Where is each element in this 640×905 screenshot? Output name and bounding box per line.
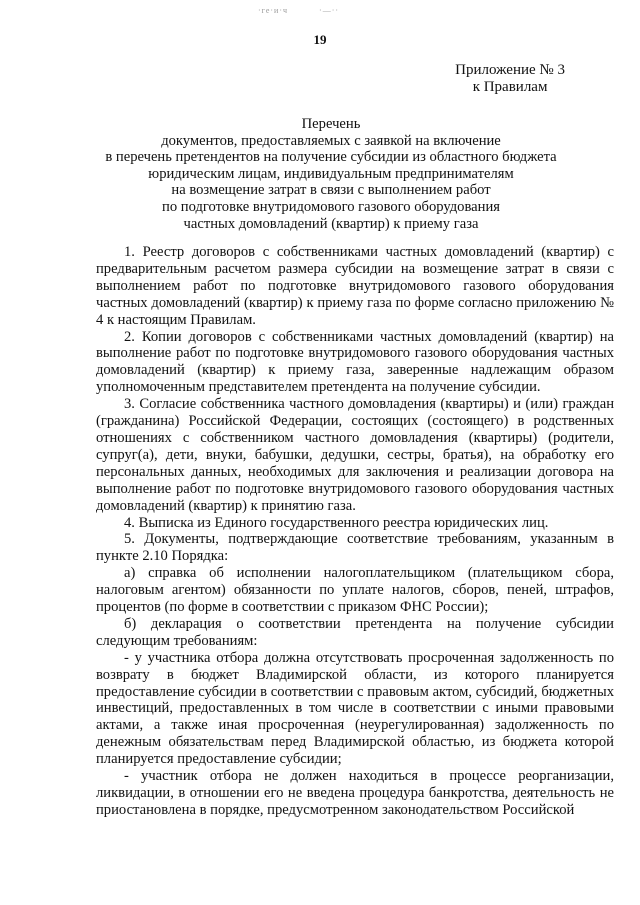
- appendix-rules: к Правилам: [472, 79, 548, 95]
- paragraph-item-2: 2. Копии договоров с собственниками частных домовладений (квартир) на выполнение работ по подготовке внутридомового газового оборудования частных домовладений (квартир) к приему газа, заверенные надлежащим образом уполномоченным представителем претендента на получение субсидии.: [96, 328, 614, 396]
- paragraph-item-4: 4. Выписка из Единого государственного реестра юридических лиц.: [124, 514, 549, 531]
- paragraph-item-3: 3. Согласие собственника частного домовладения (квартиры) и (или) граждан (гражданина) Российской Федерации, состоящих (состоящего) в родственных отношениях с собственником частного домовладения (квартиры) (родители, супруг(а), дети, внуки, бабушки, дедушки, сестры, братья), на обработку его персональных данных, необходимых для заключения и реализации договора на выполнение работ по подготовке внутридомового газового оборудования частных домовладений (квартир) к принятию газа.: [96, 396, 614, 514]
- requirement-item: - участник отбора не должен находиться в процессе реорганизации, ликвидации, в отношении его не введена процедура банкротства, деятельность не приостановлена в порядке, предусмотренном законодательством Российской: [96, 768, 614, 818]
- appendix-number: Приложение № 3: [455, 62, 565, 78]
- document-body: [96, 244, 614, 819]
- subitem-a: а) справка об исполнении налогоплательщиком (плательщиком сбора, налоговым агентом) обязанности по уплате налогов, сборов, пеней, штрафов, процентов (по форме в соответствии с приказом ФНС России);: [96, 565, 614, 616]
- heading-line: документов, предоставляемых с заявкой на включение: [161, 132, 501, 149]
- paragraph-item-1: 1. Реестр договоров с собственниками частных домовладений (квартир) с предварительным расчетом размера субсидии на возмещение затрат в связи с выполнением работ по подготовке внутридомового газового оборудования частных домовладений (квартир) к приему газа по форме согласно приложению № 4 к настоящим Правилам.: [96, 244, 614, 328]
- heading-line: на возмещение затрат в связи с выполнением работ: [171, 182, 491, 199]
- heading-line: по подготовке внутридомового газового оборудования: [162, 198, 500, 215]
- heading-line: в перечень претендентов на получение субсидии из областного бюджета: [105, 149, 557, 166]
- heading-line: частных домовладений (квартир) к приему газа: [183, 215, 479, 232]
- page-number: 19: [313, 32, 327, 47]
- heading-line: юридическим лицам, индивидуальным предпринимателям: [148, 165, 514, 182]
- appendix-reference: [455, 62, 565, 96]
- heading-title: Перечень: [301, 116, 361, 132]
- scan-mark: ·ге·и·ч: [258, 6, 289, 15]
- document-heading: [96, 116, 566, 232]
- subitem-b: б) декларация о соответствии претендента на получение субсидии следующим требованиям:: [96, 615, 614, 649]
- scan-marks: [258, 6, 367, 15]
- scan-mark: ·—··: [319, 6, 340, 15]
- paragraph-item-5: 5. Документы, подтверждающие соответствие требованиям, указанным в пункте 2.10 Порядка:: [96, 531, 614, 565]
- requirement-item: - у участника отбора должна отсутствовать просроченная задолженность по возврату в бюджет Владимирской области, из которого планируется предоставление субсидии в соответствии с правовым актом, субсидий, бюджетных инвестиций, предоставленных в том числе в соответствии с иными правовыми актами, а также иная просроченная (неурегулированная) задолженность по денежным обязательствам перед Владимирской областью, из бюджета которой планируется предоставление субсидии;: [96, 649, 614, 768]
